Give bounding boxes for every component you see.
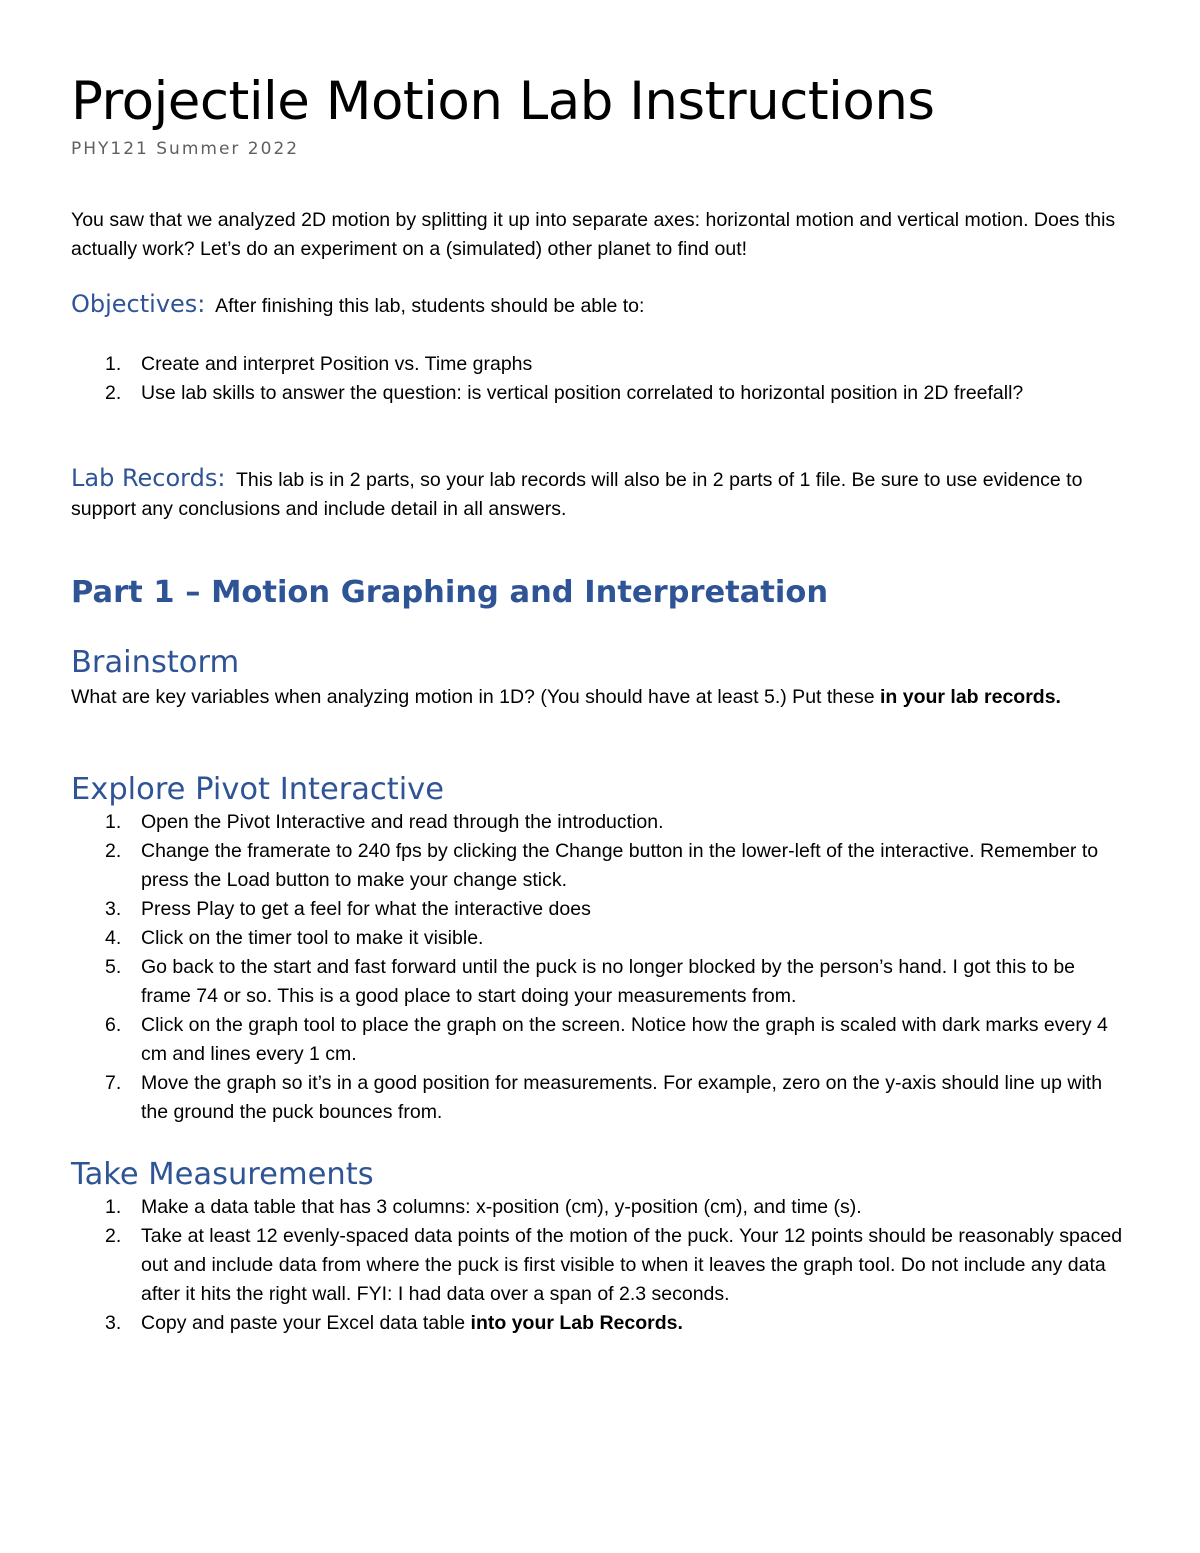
objectives-line — [71, 290, 1130, 321]
list-item-text: Press Play to get a feel for what the interactive does — [141, 898, 591, 920]
list-item-bold: into your Lab Records. — [470, 1312, 683, 1334]
list-item-text: Move the graph so it’s in a good position for measurements. For example, zero on the y-axis should line up with the ground the puck bounces from. — [141, 1072, 1103, 1123]
objectives-heading: Objectives: — [71, 290, 206, 318]
list-item — [71, 953, 1130, 1011]
intro-paragraph: You saw that we analyzed 2D motion by splitting it up into separate axes: horizontal motion and vertical motion. Does this actually work? Let’s do an experiment on a (simulated) other planet to find out! — [71, 209, 1116, 260]
brainstorm-paragraph — [71, 683, 1130, 712]
list-number: 1. — [105, 811, 122, 833]
list-number: 7. — [105, 1072, 122, 1094]
list-number: 1. — [105, 1196, 122, 1218]
list-number: 3. — [105, 898, 122, 920]
list-item-text: Click on the timer tool to make it visible. — [141, 927, 484, 949]
list-item — [71, 837, 1130, 895]
measure-list — [71, 1193, 1130, 1338]
list-item-text: Take at least 12 evenly-spaced data points of the motion of the puck. Your 12 points should be reasonably spaced out and include data from where the puck is first visible to when it leaves the graph tool. Do not include any data after it hits the right wall. FYI: I had data over a span of 2.3 seconds. — [141, 1225, 1123, 1305]
list-item-text: Create and interpret Position vs. Time graphs — [141, 353, 533, 375]
list-item — [71, 379, 1130, 408]
list-item-text: Copy and paste your Excel data table — [141, 1312, 471, 1334]
list-item — [71, 1193, 1130, 1222]
list-number: 2. — [105, 382, 122, 404]
list-item-text: Open the Pivot Interactive and read through the introduction. — [141, 811, 664, 833]
list-number: 2. — [105, 840, 122, 862]
list-item — [71, 895, 1130, 924]
list-number: 3. — [105, 1312, 122, 1334]
brainstorm-bold: in your lab records. — [880, 686, 1061, 708]
objectives-list — [71, 350, 1130, 408]
page-title: Projectile Motion Lab Instructions — [71, 71, 935, 132]
lab-records-heading: Lab Records: — [71, 464, 226, 492]
list-item — [71, 1309, 1130, 1338]
list-item — [71, 808, 1130, 837]
lab-records-paragraph — [71, 464, 1130, 524]
list-item — [71, 350, 1130, 379]
list-number: 1. — [105, 353, 122, 375]
objectives-text: After finishing this lab, students should be able to: — [215, 295, 645, 317]
list-item-text: Go back to the start and fast forward until the puck is no longer blocked by the person’s hand. I got this to be frame 74 or so. This is a good place to start doing your measurements from. — [141, 956, 1076, 1007]
part1-heading: Part 1 – Motion Graphing and Interpretation — [71, 575, 829, 610]
list-item-text: Change the framerate to 240 fps by clicking the Change button in the lower-left of the interactive. Remember to press the Load button to make your change stick. — [141, 840, 1099, 891]
list-item — [71, 1222, 1130, 1309]
explore-heading: Explore Pivot Interactive — [71, 772, 444, 807]
list-item-text: Click on the graph tool to place the graph on the screen. Notice how the graph is scaled with dark marks every 4 cm and lines every 1 cm. — [141, 1014, 1108, 1065]
list-item-text: Use lab skills to answer the question: is vertical position correlated to horizontal position in 2D freefall? — [141, 382, 1024, 404]
explore-list — [71, 808, 1130, 1127]
list-item — [71, 1011, 1130, 1069]
list-item-text: Make a data table that has 3 columns: x-position (cm), y-position (cm), and time (s). — [141, 1196, 862, 1218]
brainstorm-heading: Brainstorm — [71, 645, 240, 680]
list-number: 4. — [105, 927, 122, 949]
measure-heading: Take Measurements — [71, 1157, 374, 1192]
list-item — [71, 924, 1130, 953]
page-subtitle: PHY121 Summer 2022 — [71, 139, 300, 159]
list-number: 2. — [105, 1225, 122, 1247]
brainstorm-text: What are key variables when analyzing motion in 1D? (You should have at least 5.) Put these — [71, 686, 880, 708]
list-number: 6. — [105, 1014, 122, 1036]
list-number: 5. — [105, 956, 122, 978]
lab-records-text: This lab is in 2 parts, so your lab records will also be in 2 parts of 1 file. Be sure to use evidence to support any conclusions and include detail in all answers. — [71, 469, 1083, 520]
list-item — [71, 1069, 1130, 1127]
